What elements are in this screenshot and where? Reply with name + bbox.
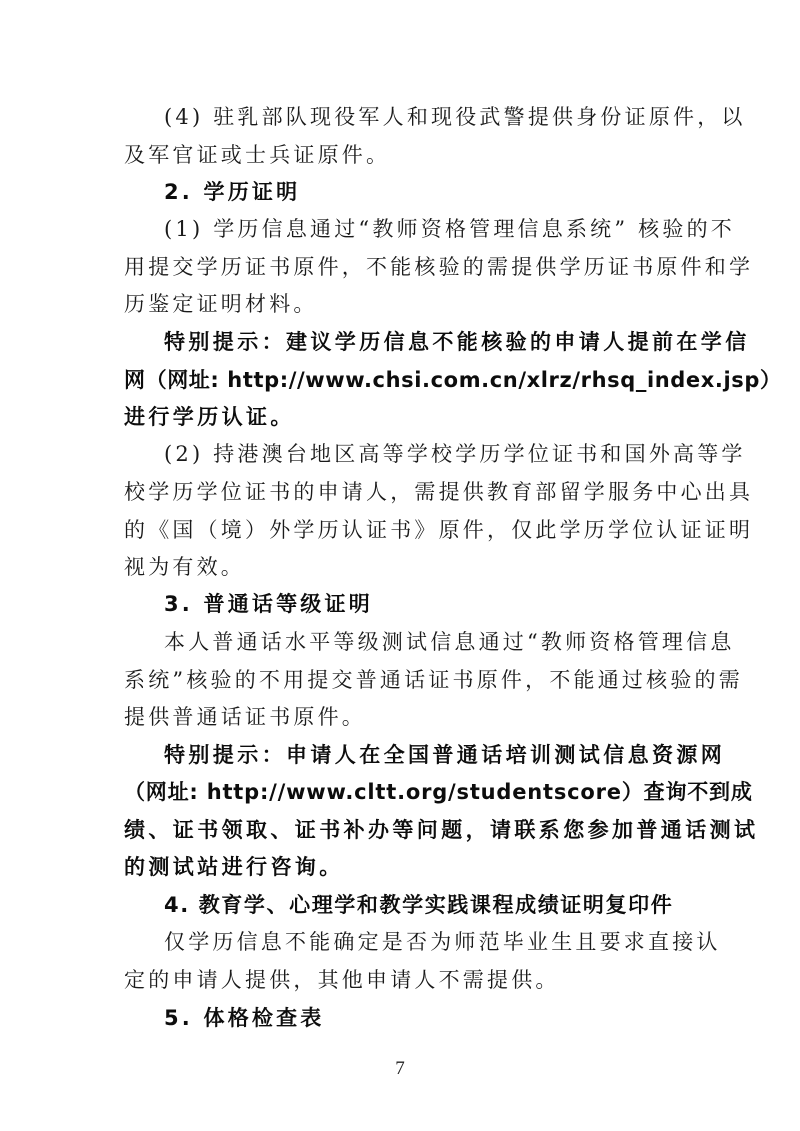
section-heading-education: 2. 学历证明 [164, 180, 301, 204]
notice-line: 的测试站进行咨询。 [124, 855, 344, 879]
notice-line-url: （网址: http://www.cltt.org/studentscore）查询不到成 [124, 780, 753, 804]
paragraph-line: 本人普通话水平等级测试信息通过“教师资格管理信息 [164, 630, 735, 654]
section-heading-health-check: 5. 体格检查表 [164, 1006, 325, 1030]
paragraph-line: 的《国（境）外学历认证书》原件，仅此学历学位认证证明 [124, 518, 754, 542]
notice-line: 绩、证书领取、证书补办等问题，请联系您参加普通话测试 [124, 818, 759, 842]
paragraph-line: (4) 驻乳部队现役军人和现役武警提供身份证原件，以 [164, 105, 746, 129]
notice-line: 特别提示：申请人在全国普通话培训测试信息资源网 [164, 743, 726, 767]
paragraph-line: 视为有效。 [124, 555, 245, 579]
notice-line: 进行学历认证。 [124, 405, 295, 429]
paragraph-line: (1) 学历信息通过“教师资格管理信息系统” 核验的不 [164, 217, 735, 241]
paragraph-line: 用提交学历证书原件，不能核验的需提供学历证书原件和学 [124, 255, 754, 279]
paragraph-line: 系统”核验的不用提交普通话证书原件，不能通过核验的需 [124, 668, 743, 692]
paragraph-line: 提供普通话证书原件。 [124, 705, 366, 729]
paragraph-line: 历鉴定证明材料。 [124, 292, 318, 316]
section-heading-mandarin: 3. 普通话等级证明 [164, 592, 373, 616]
paragraph-line: 及军官证或士兵证原件。 [124, 143, 391, 167]
notice-line: 特别提示：建议学历信息不能核验的申请人提前在学信 [164, 330, 750, 354]
section-heading-courses: 4. 教育学、心理学和教学实践课程成绩证明复印件 [164, 893, 674, 917]
page-number: 7 [395, 1058, 405, 1079]
notice-line-url: 网（网址: http://www.chsi.com.cn/xlrz/rhsq_index.jsp） [124, 368, 782, 392]
paragraph-line: (2) 持港澳台地区高等学校学历学位证书和国外高等学 [164, 442, 746, 466]
paragraph-line: 定的申请人提供，其他申请人不需提供。 [124, 968, 560, 992]
paragraph-line: 校学历学位证书的申请人，需提供教育部留学服务中心出具 [124, 480, 754, 504]
paragraph-line: 仅学历信息不能确定是否为师范毕业生且要求直接认 [164, 930, 721, 954]
